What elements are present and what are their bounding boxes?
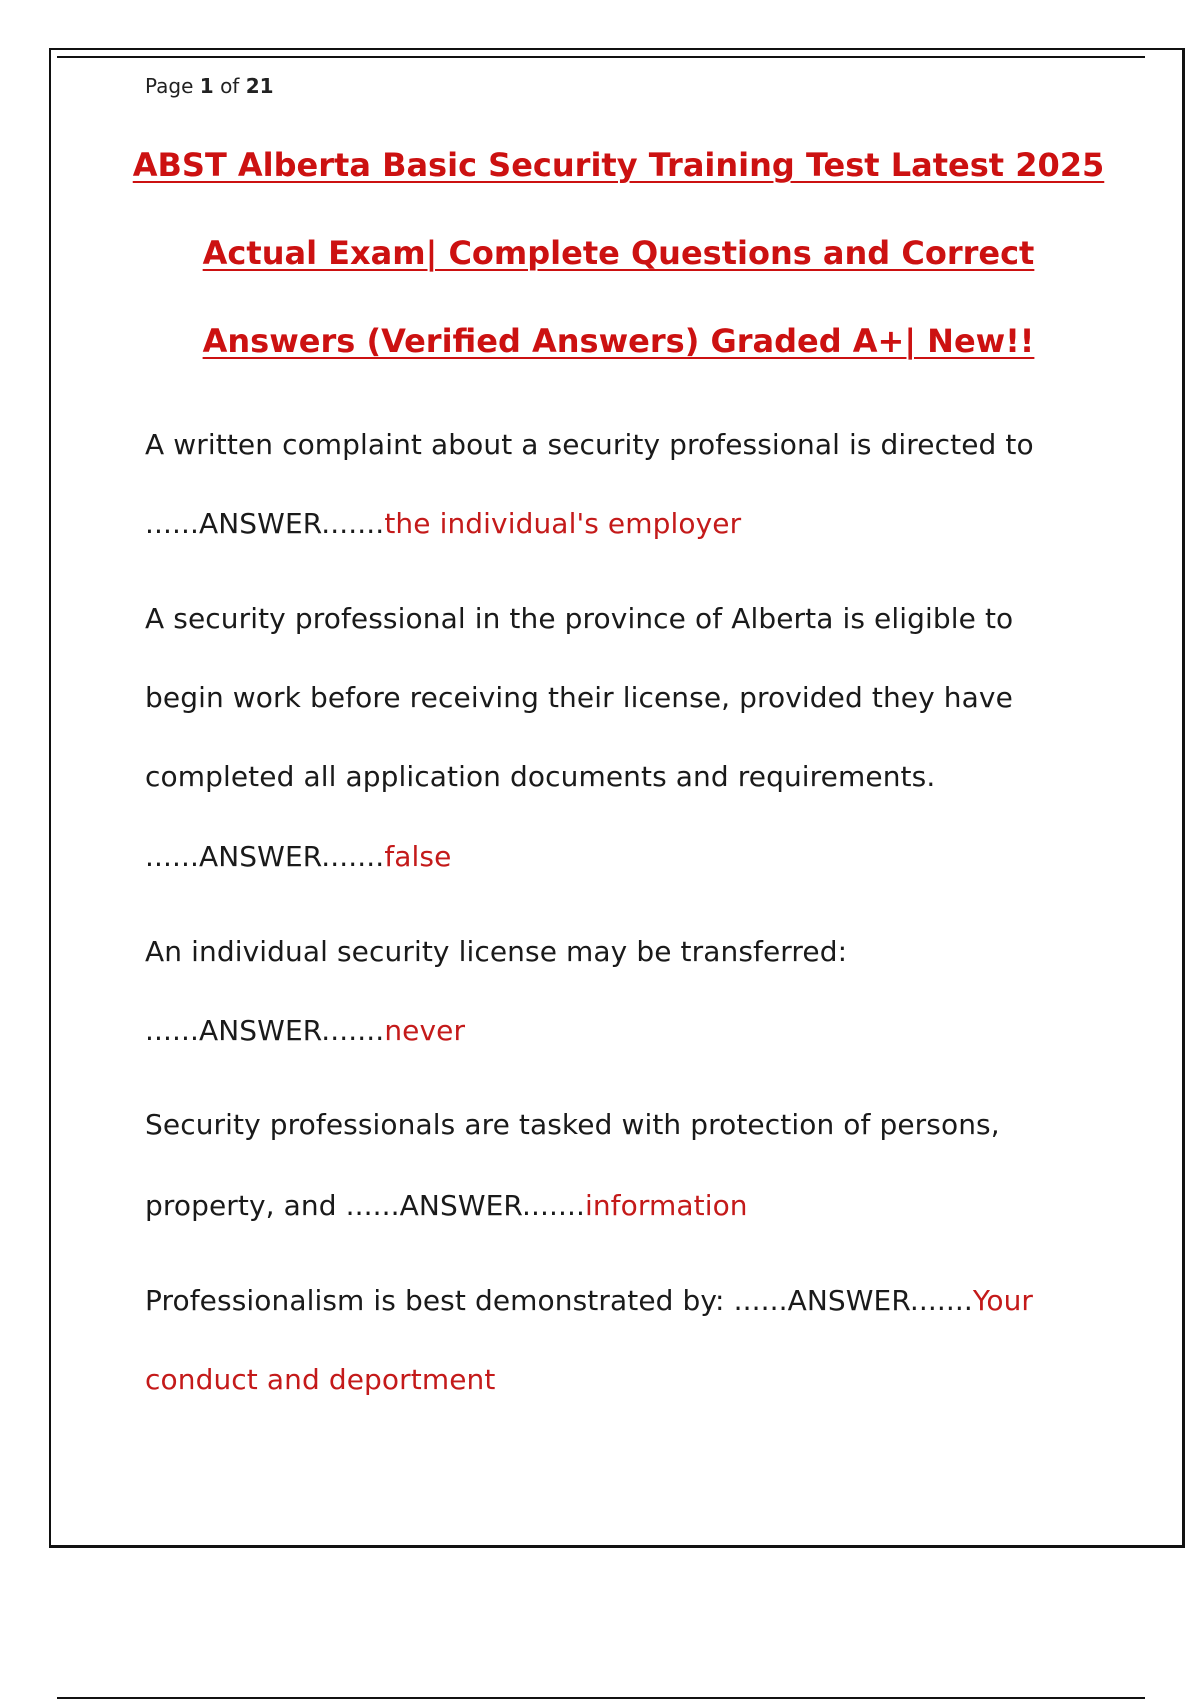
question-5-answer-part-2: conduct and deportment <box>145 1363 496 1396</box>
question-2-text-line-1: A security professional in the province of Alberta is eligible to <box>145 602 1014 635</box>
question-1-answer: the individual's employer <box>384 507 742 540</box>
top-rule <box>57 56 1145 58</box>
document-title-line-2: Actual Exam| Complete Questions and Correct <box>202 234 1035 272</box>
question-3-text: An individual security license may be transferred: <box>145 935 848 968</box>
document-title-line-1: ABST Alberta Basic Security Training Test Latest 2025 <box>132 146 1105 184</box>
question-4-answer: information <box>584 1189 748 1222</box>
question-5-answer-line <box>145 1363 495 1396</box>
page-label: Page <box>145 74 194 98</box>
question-1-answer-line <box>145 507 741 540</box>
page-frame <box>49 48 1185 1548</box>
question-5-text: Professionalism is best demonstrated by: ......ANSWER.......Your <box>145 1284 1034 1317</box>
answer-marker: ......ANSWER....... <box>145 507 385 540</box>
page-current: 1 <box>199 74 214 98</box>
question-1-text: A written complaint about a security professional is directed to <box>145 428 1034 461</box>
page-counter <box>145 74 274 98</box>
page-of-label: of <box>220 74 240 98</box>
question-2-answer-line <box>145 840 451 873</box>
answer-marker: ......ANSWER....... <box>145 1014 385 1047</box>
question-2-text-line-2: begin work before receiving their license, provided they have <box>145 681 1013 714</box>
answer-marker: ......ANSWER....... <box>145 840 385 873</box>
question-2-text-line-3: completed all application documents and requirements. <box>145 760 936 793</box>
page-total: 21 <box>245 74 274 98</box>
question-3-answer: never <box>384 1014 466 1047</box>
answer-marker: ......ANSWER....... <box>345 1189 585 1222</box>
question-4-answer-line: property, and ......ANSWER.......information <box>145 1189 748 1222</box>
question-5-answer-part-1: Your <box>972 1284 1034 1317</box>
bottom-rule <box>57 1697 1145 1699</box>
question-2-answer: false <box>384 840 452 873</box>
question-4-text: Security professionals are tasked with protection of persons, <box>145 1108 1000 1141</box>
answer-marker: ......ANSWER....... <box>733 1284 973 1317</box>
document-title-line-3: Answers (Verified Answers) Graded A+| New!! <box>202 322 1035 360</box>
question-3-answer-line <box>145 1014 465 1047</box>
